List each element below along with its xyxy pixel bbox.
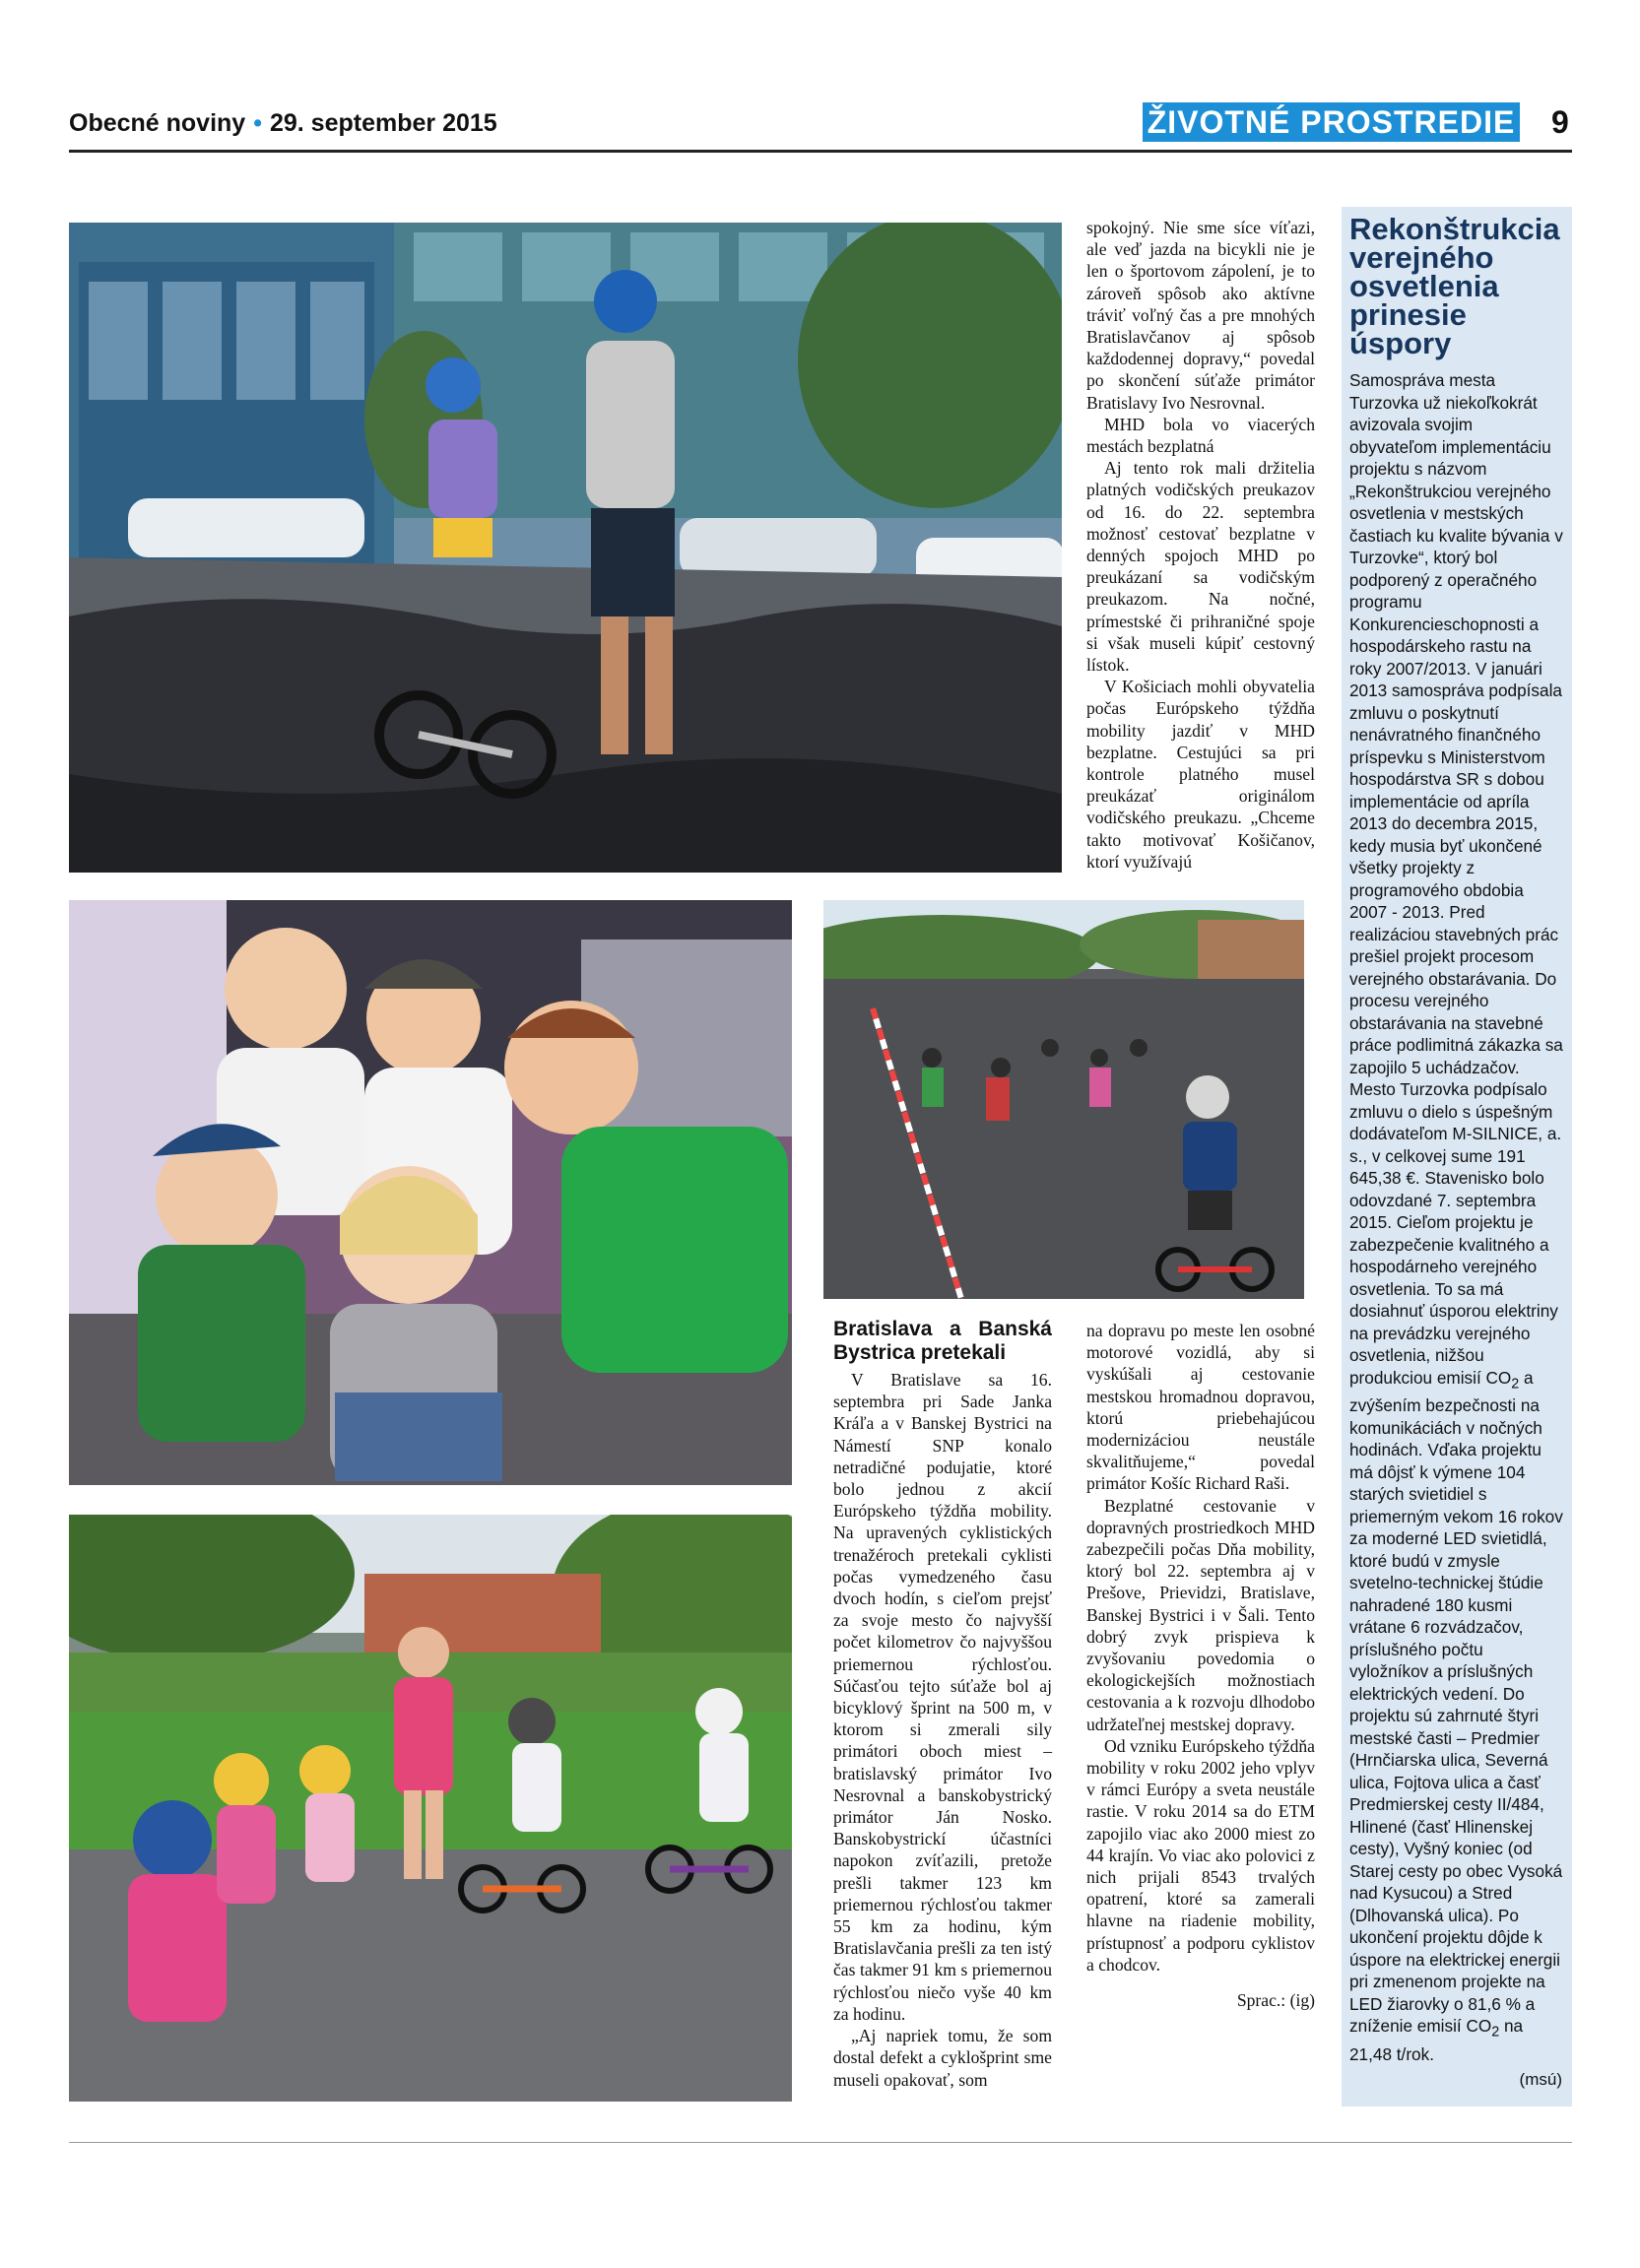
article-subheading: Bratislava a Banská Bystrica pretekali (833, 1318, 1052, 1364)
publication-name: Obecné noviny (69, 109, 246, 137)
article-paragraph: na dopravu po meste len osobné motorové vozidlá, aby si vyskúšali aj cestovanie mestskou hromadnou dopravou, ktorú priebehajúcou modernizáciou neustále skvalitňujeme,“ povedal primátor Košíc Richard Raši. (1086, 1321, 1315, 1494)
sidebar-box (1342, 207, 1572, 2106)
publication-header (69, 109, 497, 138)
article-column-top (1086, 217, 1315, 886)
balance-bikes-photo (69, 1515, 792, 2102)
article-paragraph: Od vzniku Európskeho týždňa mobility v roku 2002 jeho vplyv v rámci Európy a sveta neustále rastie. V roku 2014 sa do ETM zapojilo viac ako 2000 miest zo 44 krajín. Vo viac ako polovici z nich prijali 8543 trvalých opatrení, ktoré sa zamerali hlavne na riadenie mobility, prístupnosť a podporu cyklistov a chodcov. (1086, 1735, 1315, 1975)
article-column-right (1086, 1320, 1315, 2107)
article-inline-subheading: MHD bola vo viacerých mestách bezplatná (1086, 414, 1315, 457)
sidebar-text-part: na 21,48 t/rok. (1349, 2016, 1524, 2065)
footer-divider (69, 2142, 1572, 2143)
issue-date: 29. september 2015 (269, 109, 497, 137)
article-paragraph: Bezplatné cestovanie v dopravných prostriedkoch MHD zabezpečili počas Dňa mobility, ktorý bol 22. septembra aj v Prešove, Prievidzi, Bratislave, Banskej Bystrici i v Šali. Tento dobrý zvyk prispieva k zvyšovaniu povedomia o ekologickejších možnostiach cestovania a k rozvoju dlhodobo udržateľnej mestskej dopravy. (1086, 1495, 1315, 1734)
co2-subscript: 2 (1511, 1375, 1520, 1392)
article-paragraph: V Košiciach mohli obyvatelia počas Európskeho týždňa mobility jazdiť v MHD bezplatne. Cestujúci sa pri kontrole platného musel preukázať originálom vodičského preukazu. „Chceme takto motivovať Košičanov, ktorí využívajú (1086, 677, 1315, 872)
article-paragraph: Aj tento rok mali držitelia platných vodičských preukazov od 16. do 22. septembra možnosť cestovať bezplatne v denných spojoch MHD po preukázaní sa vodičským preukazom. Na nočné, prímestské či prihraničné spoje si však museli kúpiť cestovný lístok. (1086, 458, 1315, 676)
section-title: ŽIVOTNÉ PROSTREDIE (1143, 102, 1520, 142)
article-byline: Sprac.: (ig) (1236, 1990, 1315, 2011)
page-number: 9 (1551, 104, 1569, 140)
sidebar-text (1349, 369, 1564, 2066)
article-paragraph: „Aj napriek tomu, že som dostal defekt a cyklošprint sme museli opakovať, som (833, 2026, 1052, 2090)
sidebar-title: Rekonštrukcia verejného osvetlenia prinesie úspory (1349, 212, 1560, 360)
article-paragraph: spokojný. Nie sme síce víťazi, ale veď jazda na bicykli nie je len o športovom zápolení, je to zároveň spôsob ako aktívne tráviť voľný čas a pre mnohých Bratislavčanov aj spôsob každodennej dopravy,“ povedal po skončení súťaže primátor Bratislavy Ivo Nesrovnal. (1086, 218, 1315, 413)
article-paragraph: V Bratislave sa 16. septembra pri Sade Janka Kráľa a v Banskej Bystrici na Námestí SNP konalo netradičné podujatie, ktoré bolo jednou z akcií Európskeho týždňa mobility. Na upravených cyklistických trenažéroch pretekali cyklisti počas vymedzeného času dvoch hodín, s cieľom prejsť za svoje mesto čo najvyšší počet kilometrov čo najvyššou priemernou rýchlosťou. Súčasťou tejto súťaže bol aj bicyklový šprint na 500 m, v ktorom si zmerali sily primátori oboch miest – bratislavský primátor Ivo Nesrovnal a banskobystrický primátor Ján Nosko. Banskobystrickí účastníci napokon zvíťazili, pretože prešli takmer 123 km priemernou rýchlosťou takmer 55 km za hodinu, kým Bratislavčania prešli za ten istý čas takmer 91 km s priemernou rýchlosťou niečo vyše 40 km za hodinu. (833, 1370, 1052, 2024)
sidebar-text-part: a zvýšením bezpečnosti na komunikáciách v nočných hodinách. Vďaka projektu má dôjsť k výmene 104 starých svietidiel s priemerným vekom 16 rokov za moderné LED svietidlá, ktoré budú v zmysle svetelno-technickej štúdie nahradené 180 kusmi vrátane 6 rozvádzačov, príslušného počtu vyložníkov a príslušných elektrických vedení. Do projektu sú zahrnuté štyri mestské časti – Predmier (Hrnčiarska ulica, Severná ulica, Fojtova ulica a časť Predmierskej cesty II/484, Hlinené (časť Hlinenskej cesty), Vyšný koniec (od Starej cesty po obec Vysoká nad Kysucou) a Stred (Dlhovanská ulica). Po ukončení projektu dôjde k úspore na elektrickej energii pri zmenenom projekte na LED žiarovky o 81,6 % a zníženie emisií CO (1349, 1367, 1563, 2037)
header-divider (69, 150, 1572, 153)
sidebar-text-part: Samospráva mesta Turzovka už niekoľkokrát avizovala svojim obyvateľom implementáciu projektu s názvom „Rekonštrukciou verejného osvetlenia v mestských častiach ku kvalite bývania v Turzovke“, ktorý bol podporený z operačného programu Konkurencieschopnosti a hospodárskeho rastu na roky 2007/2013. V januári 2013 samospráva podpísala zmluvu o poskytnutí nenávratného finančného príspevku s Ministerstvom hospodárstva SR s dobou implementácie od apríla 2013 do decembra 2015, kedy musia byť ukončené všetky projekty z programového obdobia 2007 - 2013. Pred realizáciou stavebných prác prešiel projekt procesom verejného obstarávania. Do procesu verejného obstarávania na stavebné práce podlimitná zákazka sa zapojilo 5 uchádzačov. Mesto Turzovka podpísalo zmluvu o dielo s úspešným dodávateľom M-SILNICE, a. s., v celkovej sume 191 645,38 €. Stavenisko bolo odovzdané 7. septembra 2015. Cieľom projektu je zabezpečenie kvalitného a hospodárneho verejného osvetlenia. To sa má dosiahnuť úsporou elektriny na prevádzku verejného osvetlenia, nižšou produkciou emisií CO (1349, 370, 1563, 1388)
children-group-photo (69, 900, 792, 1485)
sidebar-author: (msú) (1519, 2069, 1562, 2089)
kids-bikes-photo (823, 900, 1304, 1299)
pump-track-photo (69, 223, 1062, 873)
separator-dot: • (253, 109, 262, 137)
co2-subscript: 2 (1491, 2024, 1500, 2041)
article-column-left (833, 1318, 1052, 2106)
